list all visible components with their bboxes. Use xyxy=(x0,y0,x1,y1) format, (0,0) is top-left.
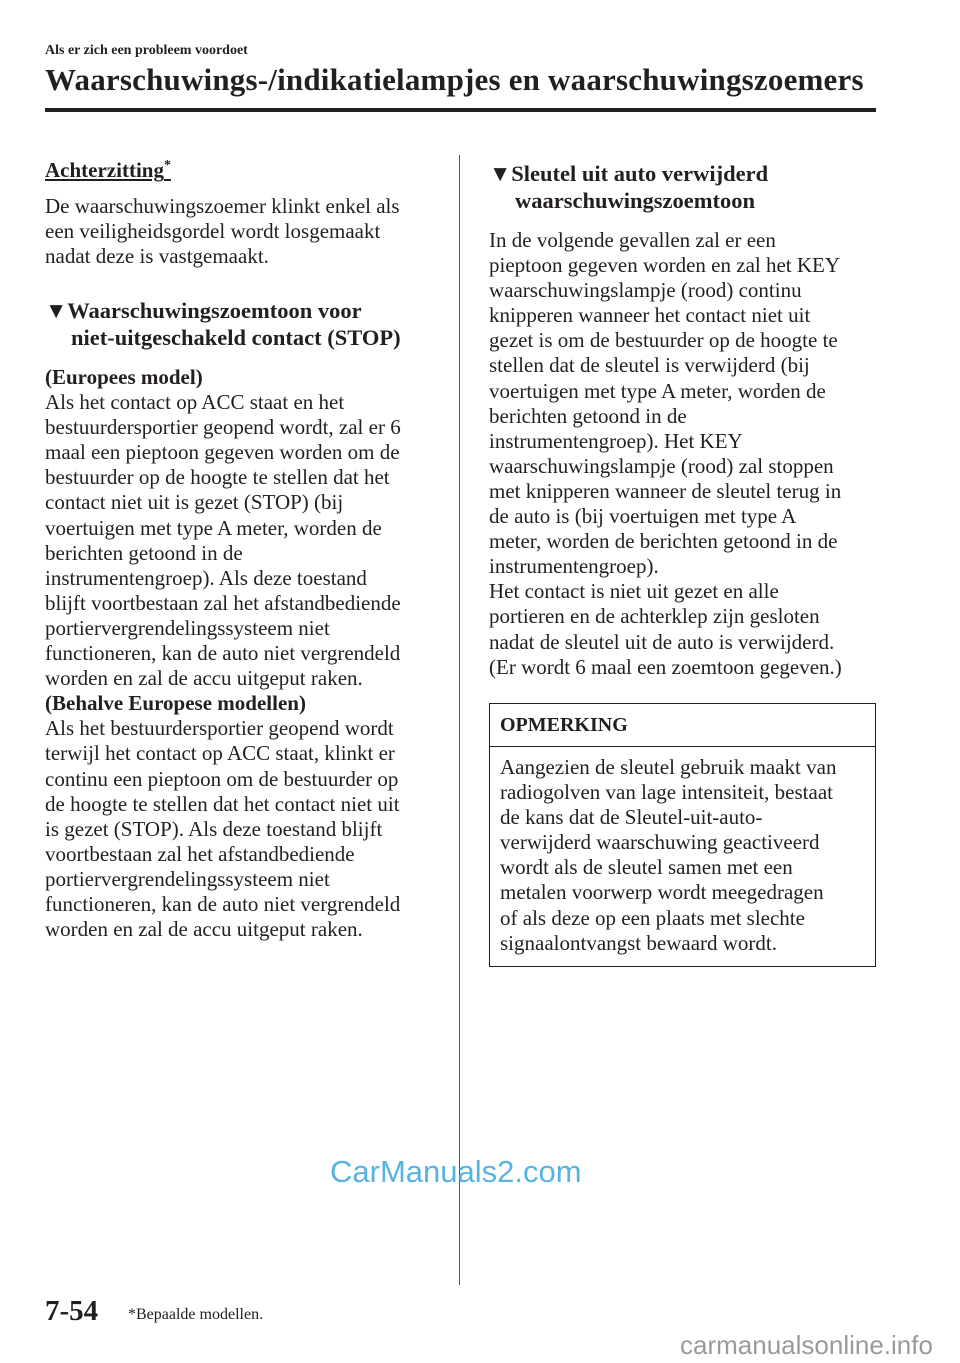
right-body xyxy=(489,228,842,680)
column-divider xyxy=(459,155,460,1285)
watermark-carmanualsonline: carmanualsonline.info xyxy=(680,1330,933,1360)
text-line: Aangezien de sleutel gebruik maakt van xyxy=(500,755,837,779)
text-line: Als het bestuurdersportier geopend wordt xyxy=(45,716,394,741)
text-line: signaalontvangst bewaard wordt. xyxy=(500,930,778,955)
asterisk-icon: * xyxy=(128,1306,136,1323)
text-line: worden en zal de accu uitgeput raken. xyxy=(45,666,363,691)
watermark-carmanuals2: CarManuals2.com xyxy=(330,1154,582,1189)
text-line: gezet is om de bestuurder op de hoogte te xyxy=(489,328,838,353)
text-line: contact niet uit is gezet (STOP) (bij xyxy=(45,490,344,515)
asterisk-icon: * xyxy=(163,158,171,173)
page-title: Waarschuwings-/indikatielampjes en waarschuwingszoemers xyxy=(45,62,864,97)
right-section-heading xyxy=(489,160,768,214)
breadcrumb: Als er zich een probleem voordoet xyxy=(45,43,248,58)
text-line: of als deze op een plaats met slechte xyxy=(500,905,805,930)
note-box xyxy=(489,703,876,967)
bold-subheading-line: (Europees model) xyxy=(45,365,203,389)
text-line: de hoogte te stellen dat het contact niet uit xyxy=(45,791,400,816)
text-line: meter, worden de berichten getoond in de xyxy=(489,529,838,554)
text-line: waarschuwingslampje (rood) zal stoppen xyxy=(489,453,834,478)
text-line: Het contact is niet uit gezet en alle xyxy=(489,579,779,604)
text-line: instrumentengroep). Het KEY xyxy=(489,428,743,453)
text-line: portieren en de achterklep zijn gesloten xyxy=(489,604,820,629)
text-line: nadat deze is vastgemaakt. xyxy=(45,244,269,269)
text-line: met knipperen wanneer de sleutel terug in xyxy=(489,478,842,503)
triangle-down-icon: ▼ xyxy=(45,298,68,323)
footnote-text: Bepaalde modellen. xyxy=(136,1306,264,1323)
heading-line: Sleutel uit auto verwijderd xyxy=(511,161,769,186)
bold-subheading-line: (Behalve Europese modellen) xyxy=(45,691,306,716)
text-line: Als het contact op ACC staat en het xyxy=(45,390,345,415)
text-line: functioneren, kan de auto niet vergrendeld xyxy=(45,891,401,916)
text-line: maal een pieptoon gegeven worden om de xyxy=(45,440,400,465)
text-line: portiervergrendelingssysteem niet xyxy=(45,615,330,640)
text-line: metalen voorwerp wordt meegedragen xyxy=(500,880,824,905)
text-line: bestuurdersportier geopend wordt, zal er 6 xyxy=(45,415,401,440)
note-title: OPMERKING xyxy=(490,704,875,747)
text-line: worden en zal de accu uitgeput raken. xyxy=(45,917,363,942)
text-line: functioneren, kan de auto niet vergrendeld xyxy=(45,641,401,666)
heading-line: waarschuwingszoemtoon xyxy=(515,188,755,213)
heading-line: niet-uitgeschakeld contact (STOP) xyxy=(71,325,401,350)
left-para1 xyxy=(45,194,400,269)
text-line: bestuurder op de hoogte te stellen dat het xyxy=(45,465,390,490)
text-line: pieptoon gegeven worden en zal het KEY xyxy=(489,253,841,278)
text-line: berichten getoond in de xyxy=(45,540,243,565)
text-line: waarschuwingslampje (rood) continu xyxy=(489,278,802,303)
text-line: de kans dat de Sleutel-uit-auto- xyxy=(500,805,763,830)
text-line: instrumentengroep). Als deze toestand xyxy=(45,565,367,590)
subheading-text: Achterzitting xyxy=(45,158,164,182)
footnote xyxy=(128,1306,263,1324)
text-line: voertuigen met type A meter, worden de xyxy=(45,515,382,540)
text-line: De waarschuwingszoemer klinkt enkel als xyxy=(45,194,400,218)
subheading-achterzitting xyxy=(45,158,171,183)
left-section-heading xyxy=(45,297,401,351)
text-line: instrumentengroep). xyxy=(489,554,659,579)
heading-line: Waarschuwingszoemtoon voor xyxy=(67,298,362,323)
text-line: blijft voortbestaan zal het afstandbediende xyxy=(45,590,401,615)
note-body xyxy=(490,747,875,956)
title-rule xyxy=(45,108,876,112)
text-line: nadat de sleutel uit de auto is verwijderd. xyxy=(489,629,835,654)
text-line: een veiligheidsgordel wordt losgemaakt xyxy=(45,219,381,244)
text-line: wordt als de sleutel samen met een xyxy=(500,855,793,880)
text-line: knipperen wanneer het contact niet uit xyxy=(489,303,811,328)
text-line: stellen dat de sleutel is verwijderd (bij xyxy=(489,353,810,378)
left-body xyxy=(45,365,401,942)
page-number: 7-54 xyxy=(45,1295,99,1327)
text-line: portiervergrendelingssysteem niet xyxy=(45,866,330,891)
text-line: de auto is (bij voertuigen met type A xyxy=(489,504,797,529)
text-line: terwijl het contact op ACC staat, klinkt er xyxy=(45,741,395,766)
text-line: In de volgende gevallen zal er een xyxy=(489,228,776,252)
text-line: berichten getoond in de xyxy=(489,403,687,428)
text-line: continu een pieptoon om de bestuurder op xyxy=(45,766,399,791)
text-line: voertuigen met type A meter, worden de xyxy=(489,378,826,403)
text-line: verwijderd waarschuwing geactiveerd xyxy=(500,830,820,855)
text-line: is gezet (STOP). Als deze toestand blijft xyxy=(45,816,383,841)
triangle-down-icon: ▼ xyxy=(489,161,512,186)
text-line: radiogolven van lage intensiteit, bestaat xyxy=(500,780,833,805)
text-line: (Er wordt 6 maal een zoemtoon gegeven.) xyxy=(489,654,842,679)
text-line: voortbestaan zal het afstandbediende xyxy=(45,841,355,866)
